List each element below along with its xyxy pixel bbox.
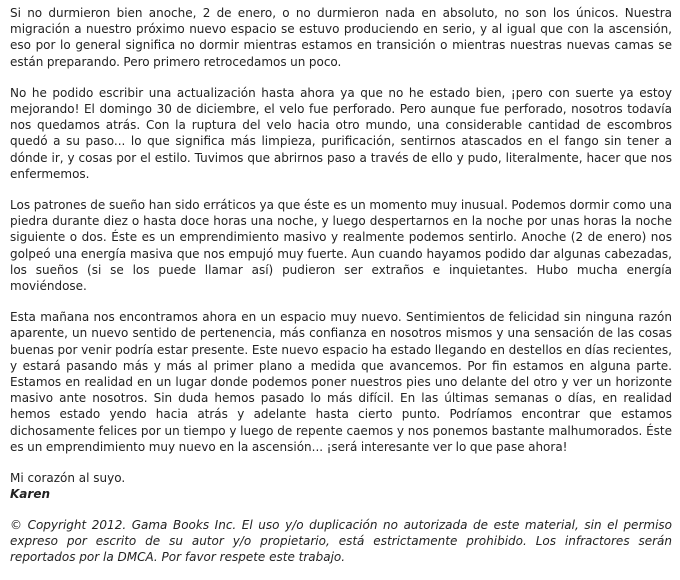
- copyright-notice: © Copyright 2012. Gama Books Inc. El uso y/o duplicación no autorizada de este material, sin el permiso expreso por escrito de su autor y/o propietario, está estrictamente prohibido. Los infractores serán reportados por la DMCA. Por favor respete este trabajo.: [10, 518, 672, 565]
- article-body: [10, 5, 672, 566]
- signoff-line: Mi corazón al suyo.: [10, 471, 126, 486]
- article-paragraph: No he podido escribir una actualización hasta ahora ya que no he estado bien, ¡pero con suerte ya estoy mejorando! El domingo 30 de diciembre, el velo fue perforado. Pero aunque fue perforado, nosotros todavía nos quedamos atrás. Con la ruptura del velo hacia otro mundo, una considerable cantidad de escombros quedó a su paso... lo que significa más limpieza, purificación, sentirnos atascados en el fango sin tener a dónde ir, y cosas por el estilo. Tuvimos que abrirnos paso a través de ello y pudo, literalmente, hacer que nos enfermemos.: [10, 85, 672, 181]
- author-name: Karen: [10, 487, 50, 502]
- article-paragraph: Esta mañana nos encontramos ahora en un espacio muy nuevo. Sentimientos de felicidad sin ninguna razón aparente, un nuevo sentido de pertenencia, más confianza en nosotros mismos y una sensación de las cosas buenas por venir podría estar presente. Este nuevo espacio ha estado llegando en destellos en días recientes, y estará pasando más y más al primer plano a medida que avancemos. Por fin estamos en alguna parte. Estamos en realidad en un lugar donde podemos poner nuestros pies uno delante del otro y ver un horizonte masivo ante nosotros. Sin duda hemos pasado lo más difícil. En las últimas semanas o días, en realidad hemos estado yendo hacia atrás y adelante hasta cierto punto. Podríamos encontrar que estamos dichosamente felices por un tiempo y luego de repente caemos y nos ponemos bastante malhumorados. Éste es un emprendimiento muy nuevo en la ascensión... ¡será interesante ver lo que pase ahora!: [10, 310, 672, 454]
- signoff-block: [10, 470, 672, 502]
- article-paragraph: Si no durmieron bien anoche, 2 de enero, o no durmieron nada en absoluto, no son los únicos. Nuestra migración a nuestro próximo nuevo espacio se estuvo produciendo en serio, y al igual que con la ascensión, eso por lo general significa no dormir mientras estamos en transición o mientras nuestras nuevas camas se están preparando. Pero primero retrocedamos un poco.: [10, 6, 672, 69]
- article-paragraph: Los patrones de sueño han sido erráticos ya que éste es un momento muy inusual. Podemos dormir como una piedra durante diez o hasta doce horas una noche, y luego despertarnos en la noche por unas horas la noche siguiente o dos. Éste es un emprendimiento masivo y realmente podemos sentirlo. Anoche (2 de enero) nos golpeó una energía masiva que nos empujó muy fuerte. Aun cuando hayamos podido dar algunas cabezadas, los sueños (si se los puede llamar así) pudieron ser extraños e inquietantes. Hubo mucha energía moviéndose.: [10, 198, 672, 294]
